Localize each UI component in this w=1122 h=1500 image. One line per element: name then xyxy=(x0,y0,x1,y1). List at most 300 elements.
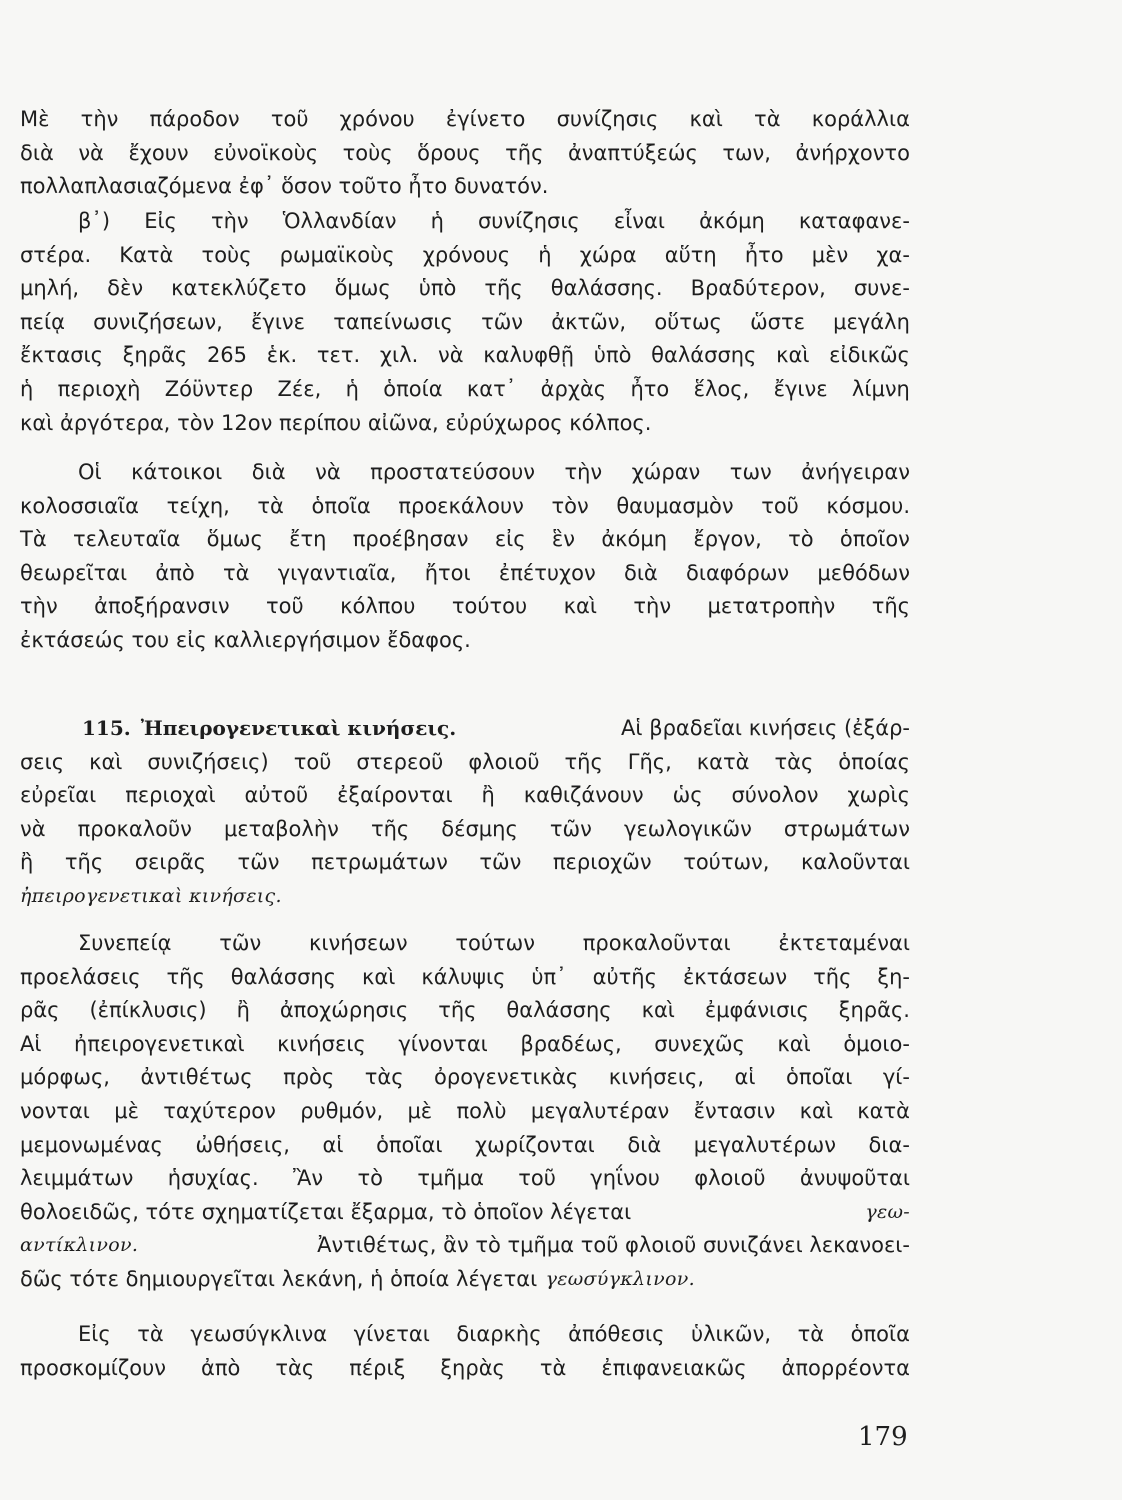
word: ὁποῖον xyxy=(839,527,910,552)
text-line xyxy=(20,103,910,137)
section-first-line-text: Αἱ βραδεῖαι κινήσεις (ἐξάρ- xyxy=(621,716,910,740)
word: Αἱ xyxy=(20,1031,42,1056)
text-line xyxy=(20,1352,910,1386)
word: Ὁλλανδίαν xyxy=(282,209,397,233)
text-line xyxy=(20,813,910,847)
word: 265 xyxy=(206,343,248,368)
word: χρόνου xyxy=(339,107,415,131)
word: τῶν xyxy=(481,309,524,334)
word: Εἰς xyxy=(78,1322,111,1346)
word: ἡ xyxy=(345,376,359,401)
word: τῶν xyxy=(549,816,592,841)
italic-term: αντίκλινον. xyxy=(20,1234,139,1257)
word: χωρὶς xyxy=(847,783,910,808)
word: εἰδικῶς xyxy=(829,343,910,368)
word: νὰ xyxy=(437,343,464,368)
word: εἰς xyxy=(175,627,207,652)
word: στερεοῦ xyxy=(356,749,444,774)
word: τῆς xyxy=(64,850,104,875)
text-line xyxy=(20,1061,910,1095)
word: ἔγινε xyxy=(251,309,306,334)
word: Βραδύτερον, xyxy=(690,276,826,301)
word: τῶν xyxy=(219,931,262,955)
word: ὠθήσεις, xyxy=(195,1132,290,1157)
word: στέρα. xyxy=(20,242,92,267)
word: ὁποία xyxy=(383,376,443,401)
word: μηλή, xyxy=(20,276,80,301)
word: ἀκόμη xyxy=(699,209,765,233)
word: ἔδαφος. xyxy=(387,627,471,652)
word: αὐτοῦ xyxy=(244,783,309,808)
word: διὰ xyxy=(251,460,286,484)
word: ἔκτασις xyxy=(20,343,103,368)
word: μὲ xyxy=(114,1098,139,1123)
word: ὁποῖαι xyxy=(376,1132,443,1157)
word: τμῆμα xyxy=(417,1166,484,1191)
word: προεκάλουν xyxy=(398,493,524,518)
word: ἀπορρέοντα xyxy=(781,1355,910,1380)
text-line xyxy=(20,407,910,441)
text-line xyxy=(20,272,910,306)
word: κατεκλύζετο xyxy=(171,276,307,301)
word: τὰς xyxy=(774,749,814,774)
word: φλοιοῦ xyxy=(694,1166,766,1191)
word: κινήσεις, xyxy=(608,1065,705,1090)
word: ξη- xyxy=(877,964,910,989)
italic-term: γεω- xyxy=(865,1200,910,1223)
word: ἀργότερα, xyxy=(60,410,171,435)
text-line xyxy=(20,137,910,171)
word: Συνεπείᾳ xyxy=(78,931,172,955)
word: τὸ xyxy=(357,1166,384,1191)
word: τούτων, xyxy=(683,850,770,875)
word: ἐκτάσεώς xyxy=(20,627,125,652)
word: μετατροπὴν xyxy=(707,594,836,619)
italic-term: γεωσύγκλινον. xyxy=(545,1267,695,1290)
word: κάτοικοι xyxy=(131,460,223,484)
word: δὲν xyxy=(107,276,144,301)
text-line-with-term xyxy=(20,1196,910,1230)
word: γεωσύγκλινα xyxy=(190,1322,328,1346)
word: τὴν xyxy=(633,594,672,619)
word: περιοχῶν xyxy=(552,850,652,875)
paragraph-1 xyxy=(20,103,910,204)
word: ἦτο xyxy=(744,242,784,267)
word: συνίζησις xyxy=(477,209,580,233)
word: ἔντασιν xyxy=(693,1098,776,1123)
line-text: θολοειδῶς, τότε σχηματίζεται ἔξαρμα, τὸ ὁποῖον λέγεται xyxy=(20,1199,632,1224)
word: αἱ xyxy=(322,1132,344,1157)
section-heading-line xyxy=(20,712,910,746)
word: ἡ xyxy=(430,209,444,233)
word: θεωρεῖται xyxy=(20,560,128,585)
word: ἀπὸ xyxy=(201,1355,241,1380)
word: καὶ xyxy=(89,749,123,774)
text-line xyxy=(20,1162,910,1196)
word: προκαλοῦνται xyxy=(582,931,731,955)
word: μεγαλυτέρων xyxy=(693,1132,836,1157)
word: ἀποξήρανσιν xyxy=(94,594,230,619)
word: βραδέως, xyxy=(520,1031,622,1056)
line-text: Ἀντιθέτως, ἂν τὸ τμῆμα τοῦ φλοιοῦ συνιζάνει λεκανοει- xyxy=(317,1233,910,1258)
word: κατ᾽ xyxy=(466,376,517,401)
text-line xyxy=(20,779,910,813)
word: τὰ xyxy=(222,560,250,585)
word: Ἂν xyxy=(293,1166,324,1191)
word: ἑκ. xyxy=(266,343,298,368)
word: ὁποίας xyxy=(838,749,910,774)
word: ρᾶς xyxy=(20,998,60,1023)
word: νὰ xyxy=(315,460,341,484)
word: συνιζήσεων, xyxy=(93,309,223,334)
text-line xyxy=(20,1318,910,1352)
word: τῆς xyxy=(484,276,523,301)
word: Οἱ xyxy=(78,460,102,484)
word: τὴν xyxy=(210,209,249,233)
word: καλλιεργήσιμον xyxy=(213,627,381,652)
text-line xyxy=(20,746,910,780)
word: ταπείνωσις xyxy=(333,309,453,334)
word: ἡσυχίας. xyxy=(167,1166,259,1191)
word: συνίζησις xyxy=(556,107,659,131)
word: διὰ xyxy=(623,560,658,585)
word: καταφανε- xyxy=(798,209,910,233)
word: τὰ xyxy=(539,1355,567,1380)
word: ρωμαϊκοὺς xyxy=(279,242,395,267)
word: τῶν xyxy=(237,850,280,875)
word: ἔτη xyxy=(289,527,327,552)
word: κολοσσιαῖα xyxy=(20,493,140,518)
word: τῆς xyxy=(564,749,603,774)
word: θαυμασμὸν xyxy=(616,493,734,518)
word: τὴν xyxy=(20,594,58,619)
word: ἢ xyxy=(481,783,495,808)
text-line xyxy=(20,339,910,373)
word: εὐνοϊκοὺς xyxy=(213,140,319,165)
word: θαλάσσης xyxy=(651,343,757,368)
word: ἀναπτύξεώς xyxy=(567,140,698,165)
word: τούτου xyxy=(451,594,528,619)
word: αὐτῆς xyxy=(592,964,657,989)
word: συνιζήσεις) xyxy=(147,749,269,774)
word: μεγάλη xyxy=(833,309,910,334)
word: οὕτως xyxy=(654,309,722,334)
text-line xyxy=(20,456,910,490)
word: καὶ xyxy=(563,594,597,619)
word: καὶ xyxy=(641,998,675,1023)
word: τοῦ xyxy=(293,749,332,774)
word: τοῦ xyxy=(761,493,799,518)
paragraph-6 xyxy=(20,1318,910,1385)
word: ἐγίνετο xyxy=(445,107,526,131)
word: καθιζάνουν xyxy=(523,783,644,808)
paragraph-2 xyxy=(20,205,910,440)
word: τὸν xyxy=(177,410,215,435)
word: ἢ xyxy=(20,850,34,875)
word: πείᾳ xyxy=(20,309,65,334)
word: τὴν xyxy=(80,107,119,131)
word: εἶναι xyxy=(613,209,665,233)
word: γίνεται xyxy=(353,1322,430,1346)
word: ἕλος, xyxy=(693,376,750,401)
word: τὴν xyxy=(564,460,603,484)
text-line-with-term xyxy=(20,1263,910,1297)
word: τετ. xyxy=(316,343,361,368)
word: κατὰ xyxy=(857,1098,910,1123)
word: μεταβολὴν xyxy=(223,816,339,841)
word: ἀρχὰς xyxy=(540,376,607,401)
word: Μὲ xyxy=(20,107,50,131)
word: μὲν xyxy=(811,242,849,267)
word: ἦτο xyxy=(630,376,670,401)
word: ὑπὸ xyxy=(593,343,632,368)
word: κόλπος. xyxy=(569,410,652,435)
word: ὥστε xyxy=(750,309,805,334)
text-line xyxy=(20,590,910,624)
word: δέσμης xyxy=(441,816,518,841)
text-line xyxy=(20,994,910,1028)
word: κόλπου xyxy=(340,594,416,619)
word: τὰ xyxy=(797,1322,825,1346)
word: Εἰς xyxy=(144,209,177,233)
word: προελάσεις xyxy=(20,964,141,989)
word: ὁποῖα xyxy=(311,493,371,518)
word: τελευταῖα xyxy=(72,527,181,552)
word: τῆς xyxy=(438,998,477,1023)
text-line xyxy=(20,961,910,995)
word: Γῆς, xyxy=(627,749,672,774)
word: κόσμου. xyxy=(826,493,910,518)
word: ὅμως xyxy=(334,276,391,301)
word: χωρίζονται xyxy=(475,1132,595,1157)
word: γί- xyxy=(882,1065,910,1090)
word: κοράλλια xyxy=(811,107,910,131)
word: περίπου xyxy=(279,410,362,435)
text-line-with-term xyxy=(20,1229,910,1263)
word: λειμμάτων xyxy=(20,1166,134,1191)
word: πετρωμάτων xyxy=(311,850,448,875)
word: περιοχαὶ xyxy=(125,783,216,808)
word: των xyxy=(729,460,772,484)
word: σειρᾶς xyxy=(134,850,206,875)
word: ὅρους xyxy=(417,140,481,165)
word: μόρφως, xyxy=(20,1065,110,1090)
text-line xyxy=(20,1129,910,1163)
word: γίνονται xyxy=(398,1031,488,1056)
section-115 xyxy=(20,712,910,914)
word: καὶ xyxy=(799,1098,833,1123)
word: ἢ xyxy=(236,998,250,1023)
word: διὰ xyxy=(627,1132,662,1157)
word: περιοχὴ xyxy=(57,376,141,401)
word: αἰῶνα, xyxy=(367,410,439,435)
text-line xyxy=(20,1028,910,1062)
word: λίμνη xyxy=(851,376,910,401)
word: δια- xyxy=(868,1132,910,1157)
word: τὰ xyxy=(257,493,284,518)
word: πολὺ xyxy=(456,1098,507,1123)
word: ἀνήρχοντο xyxy=(795,140,910,165)
word: τῆς xyxy=(813,964,852,989)
word: ἡ xyxy=(20,376,34,401)
word: θαλάσσης. xyxy=(550,276,663,301)
word: ὁποῖαι xyxy=(785,1065,853,1090)
word: ἀκτῶν, xyxy=(551,309,627,334)
word: θαλάσσης xyxy=(230,964,337,989)
word: καὶ xyxy=(777,1031,811,1056)
word: εὐρύχωρος xyxy=(445,410,563,435)
word: μὲ xyxy=(407,1098,433,1123)
word: τῆς xyxy=(871,594,910,619)
word: ἀποχώρησις xyxy=(279,998,409,1023)
word: τὰ xyxy=(137,1322,164,1346)
word: τῆς xyxy=(370,816,410,841)
word: ὑλικῶν, xyxy=(690,1322,772,1346)
word: ξηρᾶς xyxy=(122,343,188,368)
word: νονται xyxy=(20,1098,90,1123)
word: χώραν xyxy=(631,460,701,484)
word: ξηρὰς xyxy=(440,1355,505,1380)
text-line xyxy=(20,490,910,524)
word: ἀνυψοῦται xyxy=(799,1166,910,1191)
text-line xyxy=(20,239,910,273)
word: ὁποῖα xyxy=(850,1322,910,1346)
word: πρὸς xyxy=(283,1065,335,1090)
word: κινήσεις xyxy=(277,1031,366,1056)
term-line xyxy=(20,880,910,914)
word: μεθόδων xyxy=(817,560,910,585)
word: ἡ xyxy=(538,242,552,267)
word: τῆς xyxy=(505,140,544,165)
text-line xyxy=(20,306,910,340)
word: καλοῦνται xyxy=(801,850,910,875)
word: ἐμφάνισις xyxy=(704,998,809,1023)
word: του xyxy=(131,627,170,652)
word: τοῦ xyxy=(518,1166,556,1191)
word: τὰς xyxy=(275,1355,315,1380)
word: δυνατόν. xyxy=(453,174,549,199)
word: χα- xyxy=(876,242,910,267)
word: τὸ xyxy=(788,527,814,552)
word: εἰς xyxy=(494,527,526,552)
word: ὀρογενετικὰς xyxy=(434,1065,579,1090)
page-number: 179 xyxy=(858,1422,908,1452)
word: χώρα xyxy=(579,242,637,267)
word: ἔργον, xyxy=(693,527,762,552)
word: νὰ xyxy=(20,816,46,841)
word: μεγαλυτέραν xyxy=(530,1098,670,1123)
word: τοὺς xyxy=(342,140,393,165)
word: τοῦ xyxy=(266,594,304,619)
word: ἤτοι xyxy=(424,560,471,585)
word: Τὰ xyxy=(20,527,47,552)
word: σεις xyxy=(20,749,65,774)
word: αἱ xyxy=(734,1065,756,1090)
word: ἐπέτυχον xyxy=(498,560,596,585)
word: β᾽) xyxy=(78,209,111,233)
word: μεμονωμένας xyxy=(20,1132,163,1157)
word: ἀνήγειραν xyxy=(801,460,910,484)
word: ἐφ᾽ xyxy=(238,174,275,199)
word: καὶ xyxy=(689,107,723,131)
text-line xyxy=(20,205,910,239)
word: προστατεύσουν xyxy=(370,460,535,484)
text-line xyxy=(20,170,910,204)
word: ρυθμόν, xyxy=(300,1098,384,1123)
word: ὁμοιο- xyxy=(843,1031,910,1056)
word: ὅμως xyxy=(206,527,263,552)
word: τῶν xyxy=(479,850,522,875)
word: καλυφθῇ xyxy=(483,343,575,368)
word: κάλυψις xyxy=(421,964,506,989)
word: τούτων xyxy=(455,931,535,955)
word: καὶ xyxy=(776,343,810,368)
word: ἦτο xyxy=(408,174,448,199)
word: ἐκτάσεων xyxy=(682,964,788,989)
word: ἀντιθέτως xyxy=(140,1065,253,1090)
word: ἔχουν xyxy=(128,140,189,165)
word: τὸν xyxy=(551,493,589,518)
line-text: δῶς τότε δημιουργεῖται λεκάνη, ἡ ὁποία λέγεται xyxy=(20,1266,538,1291)
word: ὡς xyxy=(672,783,703,808)
word: γιγαντιαῖα, xyxy=(277,560,397,585)
word: φλοιοῦ xyxy=(468,749,540,774)
text-line xyxy=(20,373,910,407)
word: (ἐπίκλυσις) xyxy=(89,998,207,1023)
text-line xyxy=(20,846,910,880)
word: των, xyxy=(722,140,771,165)
word: συνε- xyxy=(853,276,910,301)
word: Κατὰ xyxy=(119,242,174,267)
word: χιλ. xyxy=(379,343,419,368)
word: τῆς xyxy=(166,964,205,989)
word: Ζόϋντερ xyxy=(164,376,254,401)
word: θαλάσσης xyxy=(506,998,612,1023)
word: ταχύτερον xyxy=(163,1098,276,1123)
word: ἐξαίρονται xyxy=(337,783,453,808)
section-title-group xyxy=(82,712,456,746)
text-line xyxy=(20,927,910,961)
word: διαρκὴς xyxy=(456,1322,542,1346)
text-line xyxy=(20,1095,910,1129)
word: τὰς xyxy=(364,1065,404,1090)
word: προέβησαν xyxy=(352,527,469,552)
word: πέριξ xyxy=(349,1355,406,1380)
word: ἐπιφανειακῶς xyxy=(601,1355,747,1380)
word: ἔγινε xyxy=(773,376,828,401)
word: τείχη, xyxy=(166,493,230,518)
section-heading: Ἠπειρογενετικαὶ κινήσεις. xyxy=(140,716,457,740)
paragraph-5 xyxy=(20,927,910,1297)
word: τοὺς xyxy=(201,242,252,267)
word: προκαλοῦν xyxy=(77,816,192,841)
word: εὐρεῖαι xyxy=(20,783,97,808)
word: καὶ xyxy=(362,964,396,989)
section-number: 115. xyxy=(82,716,131,740)
word: αὕτη xyxy=(664,242,717,267)
word: ἀπὸ xyxy=(155,560,195,585)
word: τοῦ xyxy=(270,107,309,131)
text-line xyxy=(20,557,910,591)
word: ἠπειρογενετικαὶ xyxy=(74,1031,245,1056)
word: ξηρᾶς. xyxy=(838,998,910,1023)
word: πάροδον xyxy=(149,107,240,131)
word: πολλαπλασιαζόμενα xyxy=(20,174,232,199)
word: γηΐνου xyxy=(590,1166,660,1191)
word: ἀπόθεσις xyxy=(568,1322,665,1346)
word: ὅσον xyxy=(281,174,332,199)
italic-term: ἠπειρογενετικαὶ κινήσεις. xyxy=(20,884,282,907)
